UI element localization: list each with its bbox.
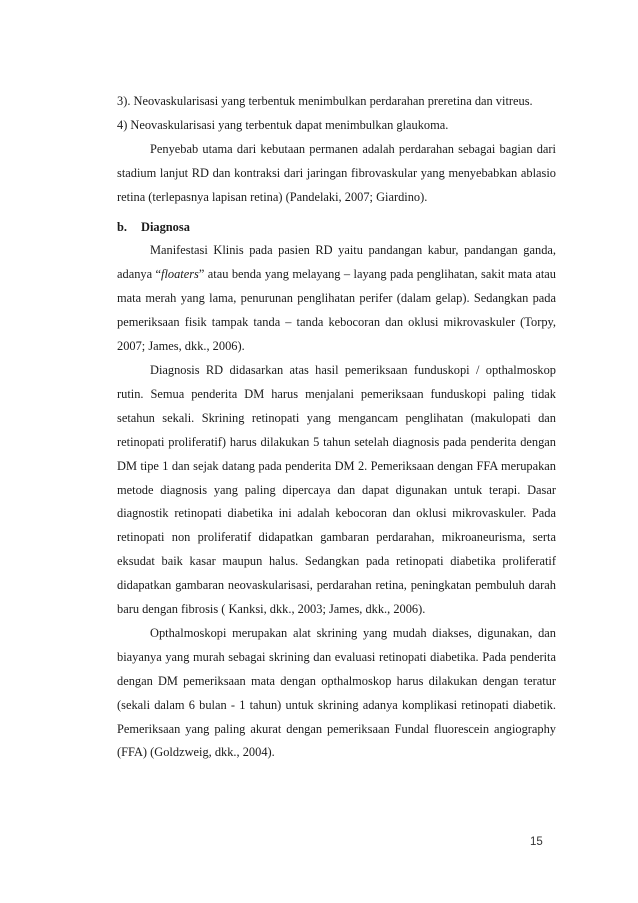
page-number: 15 bbox=[530, 836, 543, 848]
paragraph-manifestasi bbox=[117, 239, 556, 359]
paragraph-neovaskularisasi-4: 4) Neovaskularisasi yang terbentuk dapat menimbulkan glaukoma. bbox=[117, 117, 449, 132]
manifestasi-text-end: ” atau benda yang melayang – layang pada penglihatan, sakit mata atau mata merah yang lama, penurunan penglihatan perifer (dalam gelap). Sedangkan pada pemeriksaan fisik tampak tanda – tanda kebocoran dan oklusi mikrovaskuler (Torpy, 2007; James, dkk., 2006). bbox=[117, 267, 556, 354]
paragraph-opthalmoskopi: Opthalmoskopi merupakan alat skrining yang mudah diakses, digunakan, dan biayanya yang murah sebagai skrining dan evaluasi retinopati diabetika. Pada penderita dengan DM pemeriksaan mata dengan opthalmoskop harus dilakukan dengan teratur (sekali dalam 6 bulan - 1 tahun) untuk skrining adanya komplikasi retinopati diabetik. Pemeriksaan yang paling akurat dengan pemeriksaan Fundal fluorescein angiography (FFA) (Goldzweig, dkk., 2004). bbox=[117, 625, 556, 760]
section-heading-diagnosa bbox=[117, 216, 556, 240]
paragraph-penyebab: Penyebab utama dari kebutaan permanen adalah perdarahan sebagai bagian dari stadium lanjut RD dan kontraksi dari jaringan fibrovaskular yang menyebabkan ablasio retina (terlepasnya lapisan retina) (Pandelaki, 2007; Giardino). bbox=[117, 141, 556, 204]
paragraph-diagnosis-rd: Diagnosis RD didasarkan atas hasil pemeriksaan funduskopi / opthalmoskop rutin. Semua penderita DM harus menjalani pemeriksaan funduskopi paling tidak setahun sekali. Skrining retinopati yang mengancam penglihatan (makulopati dan retinopati proliferatif) harus dilakukan 5 tahun setelah diagnosis pada penderita dengan DM tipe 1 dan sejak datang pada penderita DM 2. Pemeriksaan dengan FFA merupakan metode diagnosis yang paling dipercaya dan dapat digunakan untuk terapi. Dasar diagnostik retinopati diabetika ini adalah kebocoran dan oklusi mikrovaskuler. Pada retinopati non proliferatif didapatkan gambaran perdarahan, mikroaneurisma, serta eksudat baik kasar maupun halus. Sedangkan pada retinopati diabetika proliferatif didapatkan gambaran neovaskularisasi, perdarahan retina, peningkatan pembuluh darah baru dengan fibrosis ( Kanksi, dkk., 2003; James, dkk., 2006). bbox=[117, 362, 556, 617]
floaters-term: floaters bbox=[161, 267, 199, 282]
section-title: Diagnosa bbox=[141, 219, 190, 234]
manifestasi-text-start: Manifestasi Klinis pada pasien RD yaitu pandangan kabur, pandangan ganda, adanya “ bbox=[117, 243, 556, 282]
paragraph-neovaskularisasi-3: 3). Neovaskularisasi yang terbentuk menimbulkan perdarahan preretina dan vitreus. bbox=[117, 94, 533, 108]
section-letter: b. bbox=[117, 219, 127, 234]
body-text bbox=[117, 90, 556, 765]
